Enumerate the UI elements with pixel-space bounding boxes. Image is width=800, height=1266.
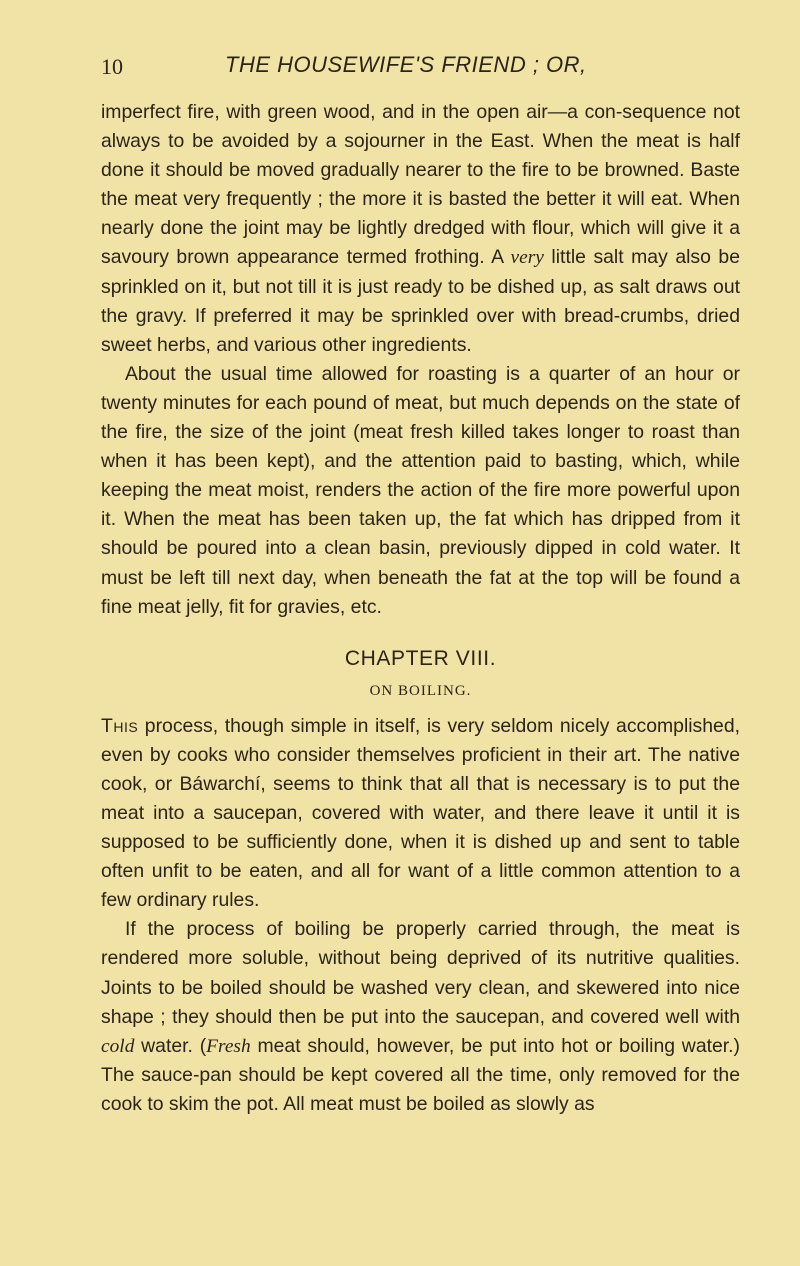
emphasis: cold <box>101 1035 135 1057</box>
roasting-paragraph-2: About the usual time allowed for roasting is a quarter of an hour or twenty minutes for each pound of meat, but much depends on the state of the fire, the size of the joint (meat fresh killed takes longer to roast than when it has been kept), and the attention paid to basting, which, while keeping the meat moist, renders the action of the fire more powerful upon it. When the meat has been taken up, the fat which has dripped from it should be poured into a clean basin, previously dipped in cold water. It must be left till next day, when beneath the fat at the top will be found a fine meat jelly, fit for gravies, etc. <box>101 362 740 618</box>
boiling-paragraph-2 <box>101 915 740 1119</box>
running-title: THE HOUSEWIFE'S FRIEND ; OR, <box>225 52 587 77</box>
text-span: process, though simple in itself, is very seldom nicely accomplished, even by cooks who consider themselves proficient in their art. The native cook, or Báwarchí, seems to think that all that is necessary is to put the meat into a saucepan, covered with water, and there leave it until it is supposed to be sufficiently done, when it is dished up and sent to table often unfit to be eaten, and all for want of a little common attention to a few ordinary rules. <box>101 714 740 912</box>
running-head <box>101 52 740 84</box>
roasting-paragraph-1 <box>101 98 740 360</box>
text-span: If the process of boiling be properly carried through, the meat is rendered more soluble, without being deprived of its nutritive qualities. Joints to be boiled should be washed very clean, and skewered into nice shape ; they should then be put into the saucepan, and covered well with <box>101 918 740 1028</box>
text-span: little salt may also be sprinkled on it, but not till it is just ready to be dished up, as salt draws out the gravy. If preferred it may be sprinkled over with bread-crumbs, dried sweet herbs, and various other ingredients. <box>101 246 740 356</box>
boiling-paragraph-1 <box>101 712 740 916</box>
text-span: imperfect fire, with green wood, and in the open air—a con-sequence not always to be avoided by a sojourner in the East. When the meat is half done it should be moved gradually nearer to the fire to be browned. Baste the meat very frequently ; the more it is basted the better it will eat. When nearly done the joint may be lightly dredged with flour, which will give it a savoury brown appearance termed frothing. A <box>101 101 740 269</box>
page-number: 10 <box>101 54 123 79</box>
text-span: meat should, however, be put into hot or boiling water.) The sauce-pan should be kept covered all the time, only removed for the cook to skim the pot. All meat must be boiled as slowly as <box>101 1034 740 1115</box>
chapter-subtitle: ON BOILING. <box>369 682 472 699</box>
emphasis: very <box>510 247 544 269</box>
text-span: water. ( <box>134 1034 207 1057</box>
lead-word: This <box>101 714 139 737</box>
chapter-title: CHAPTER VIII. <box>344 646 497 670</box>
emphasis: Fresh <box>206 1035 251 1057</box>
